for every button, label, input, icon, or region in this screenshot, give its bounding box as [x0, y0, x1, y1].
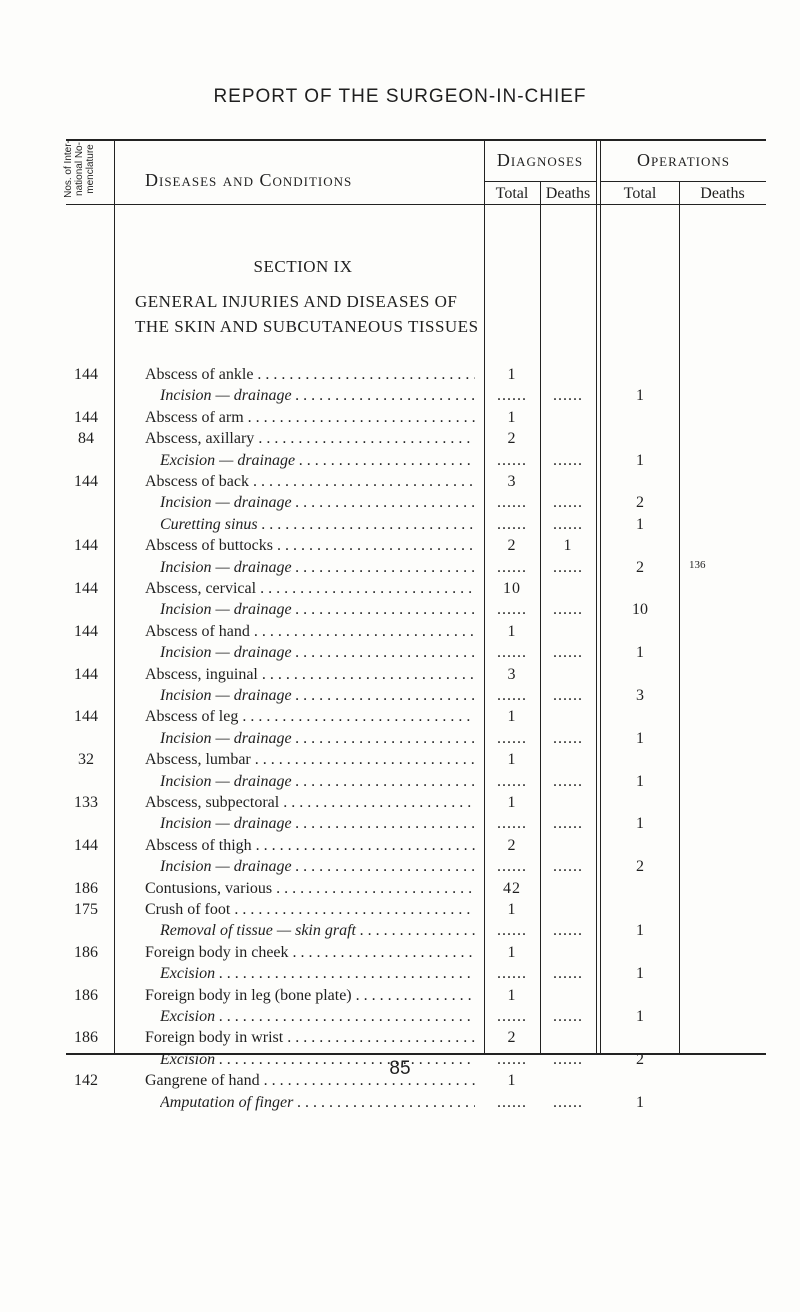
operations-total: 1 [636, 922, 644, 940]
operations-total: 2 [636, 558, 644, 576]
operations-total: 1 [636, 965, 644, 983]
diagnoses-deaths: ...... [553, 387, 583, 405]
col-header-op-deaths: Deaths [700, 185, 745, 202]
diagnoses-total: ...... [497, 601, 527, 619]
section-title: SECTION IX [253, 257, 353, 276]
operations-total: 1 [636, 644, 644, 662]
diagnoses-deaths: ...... [553, 451, 583, 469]
diagnoses-deaths: ...... [553, 494, 583, 512]
table-row [0, 730, 800, 752]
operations-total: 1 [636, 772, 644, 790]
row-number: 144 [74, 473, 98, 490]
table-row [0, 708, 800, 730]
row-number: 32 [78, 751, 94, 769]
operation-label: Incision — drainage . . . [160, 494, 475, 512]
operation-label: Incision — drainage . . . [160, 815, 475, 833]
table-row [0, 473, 800, 495]
table-row [0, 387, 800, 409]
table-row [0, 580, 800, 602]
row-number: 142 [74, 1072, 98, 1090]
diagnoses-total: 3 [507, 665, 517, 683]
diagnoses-deaths: ...... [553, 772, 583, 790]
operation-label: Excision . . . [160, 1008, 475, 1026]
col-header-diseases: Diseases and Conditions [145, 170, 353, 190]
diagnoses-total: 42 [503, 879, 521, 897]
row-number: 144 [74, 366, 98, 383]
operation-label: Incision — drainage . . . [160, 858, 475, 876]
diagnoses-total: 2 [507, 430, 517, 448]
row-number: 186 [74, 943, 98, 961]
operation-label: Incision — drainage . . . [160, 387, 475, 405]
row-number: 186 [74, 879, 98, 897]
table-row [0, 537, 800, 559]
table-row [0, 944, 800, 966]
condition-label: Gangrene of hand . . . [145, 1072, 475, 1090]
row-number: 186 [74, 1029, 98, 1047]
condition-label: Foreign body in wrist . . . [145, 1029, 475, 1047]
diagnoses-total: ...... [497, 687, 527, 704]
condition-label: Abscess of hand . . . [145, 623, 475, 641]
table-row [0, 601, 800, 623]
diagnoses-total: 1 [507, 901, 517, 918]
operation-label: Excision . . . [160, 1051, 475, 1069]
diagnoses-total: ...... [497, 387, 527, 405]
page-number: 85 [389, 1058, 411, 1079]
row-number: 144 [74, 622, 98, 640]
diagnoses-total: 1 [507, 1072, 517, 1090]
diagnoses-total: ...... [497, 1008, 527, 1025]
diagnoses-total: 1 [507, 943, 517, 961]
section-subtitle: GENERAL INJURIES AND DISEASES OF THE SKIN AND SUBCUTANEOUS TISSUES [135, 292, 479, 336]
table-row [0, 687, 800, 709]
operation-label: Incision — drainage . . . [160, 773, 475, 791]
diagnoses-deaths: ...... [553, 1093, 583, 1111]
diagnoses-deaths: ...... [553, 729, 583, 747]
diagnoses-total: 1 [507, 708, 517, 726]
diagnoses-total: ...... [497, 1050, 527, 1068]
table-row [0, 366, 800, 388]
diagnoses-total: ...... [497, 815, 527, 833]
table-row [0, 623, 800, 645]
table-row [0, 452, 800, 474]
operation-label: Incision — drainage . . . [160, 559, 475, 577]
operations-total: 2 [636, 494, 644, 512]
diagnoses-total: ...... [497, 858, 527, 876]
table-row [0, 430, 800, 452]
table-row [0, 1029, 800, 1051]
operation-label: Incision — drainage . . . [160, 730, 475, 748]
diagnoses-total: ...... [497, 515, 527, 533]
table-row [0, 1008, 800, 1030]
diagnoses-total: ...... [497, 558, 527, 576]
diagnoses-total: 1 [507, 622, 517, 640]
table-row [0, 516, 800, 538]
row-number: 144 [74, 580, 98, 597]
operation-label: Removal of tissue — skin graft . . . [160, 922, 475, 940]
operation-label: Incision — drainage . . . [160, 687, 475, 705]
diagnoses-total: 1 [507, 366, 517, 383]
condition-label: Abscess of leg . . . [145, 708, 475, 726]
operations-total: 1 [636, 515, 644, 533]
operations-total: 2 [636, 1050, 644, 1068]
operations-total: 3 [636, 687, 644, 704]
diagnoses-total: 2 [507, 1029, 517, 1047]
operations-total: 1 [636, 729, 644, 747]
row-number: 144 [74, 836, 98, 854]
operations-total: 2 [636, 858, 644, 876]
condition-label: Abscess of ankle . . . [145, 366, 475, 384]
diagnoses-deaths: ...... [553, 601, 583, 619]
condition-label: Crush of foot . . . [145, 901, 475, 919]
diagnoses-deaths: ...... [553, 515, 583, 533]
row-number: 175 [74, 901, 98, 918]
condition-label: Abscess of buttocks . . . [145, 537, 475, 555]
table-row [0, 922, 800, 944]
col-header-op-total: Total [623, 185, 657, 202]
diagnoses-deaths: ...... [553, 815, 583, 833]
row-number: 186 [74, 986, 98, 1004]
operation-label: Excision — drainage . . . [160, 452, 475, 470]
operation-label: Incision — drainage . . . [160, 644, 475, 662]
condition-label: Abscess, subpectoral . . . [145, 794, 475, 812]
operations-total: 1 [636, 451, 644, 469]
diagnoses-deaths: 1 [563, 537, 573, 555]
condition-label: Abscess, axillary . . . [145, 430, 475, 448]
table-row [0, 1094, 800, 1116]
table-row [0, 559, 800, 581]
operation-label: Excision . . . [160, 965, 475, 983]
operation-label: Incision — drainage . . . [160, 601, 475, 619]
condition-label: Abscess of thigh . . . [145, 837, 475, 855]
diagnoses-total: ...... [497, 1093, 527, 1111]
row-number: 144 [74, 708, 98, 726]
operation-label: Amputation of finger . . . [160, 1094, 475, 1112]
diagnoses-total: ...... [497, 772, 527, 790]
col-header-diag-total: Total [495, 185, 529, 202]
diagnoses-total: ...... [497, 451, 527, 469]
table-row [0, 666, 800, 688]
row-number: 133 [74, 794, 98, 811]
diagnoses-total: ...... [497, 965, 527, 983]
col-header-diagnoses: Diagnoses [496, 150, 584, 170]
diagnoses-deaths: ...... [553, 558, 583, 576]
table-row [0, 858, 800, 880]
table-row [0, 751, 800, 773]
col-header-nos: Nos. of Inter-national No-menclature [63, 140, 96, 198]
table-row [0, 880, 800, 902]
row-number: 84 [78, 430, 94, 448]
diagnoses-deaths: ...... [553, 922, 583, 940]
operation-label: Curetting sinus . . . [160, 516, 475, 534]
diagnoses-deaths: ...... [553, 644, 583, 662]
table-row [0, 409, 800, 431]
diagnoses-total: 2 [507, 537, 517, 555]
row-number: 144 [74, 537, 98, 555]
table-row [0, 815, 800, 837]
diagnoses-total: 3 [507, 473, 517, 490]
diagnoses-total: 2 [507, 836, 517, 854]
condition-label: Abscess, lumbar . . . [145, 751, 475, 769]
diagnoses-total: 1 [507, 408, 517, 426]
table-row [0, 965, 800, 987]
table-row [0, 901, 800, 923]
operations-total: 1 [636, 1008, 644, 1025]
table-row [0, 773, 800, 795]
table-row [0, 987, 800, 1009]
condition-label: Contusions, various . . . [145, 880, 475, 898]
condition-label: Abscess, cervical . . . [145, 580, 475, 598]
row-number: 144 [74, 665, 98, 683]
diagnoses-deaths: ...... [553, 1050, 583, 1068]
page-header: REPORT OF THE SURGEON-IN-CHIEF [213, 86, 587, 107]
table-row [0, 644, 800, 666]
operations-total: 1 [636, 1093, 644, 1111]
diagnoses-total: 10 [503, 580, 521, 597]
diagnoses-total: 1 [507, 986, 517, 1004]
col-header-operations: Operations [636, 150, 731, 170]
row-number: 144 [74, 408, 98, 426]
diagnoses-deaths: ...... [553, 687, 583, 704]
operations-total: 1 [636, 387, 644, 405]
table-row [0, 494, 800, 516]
diagnoses-deaths: ...... [553, 858, 583, 876]
condition-label: Foreign body in cheek . . . [145, 944, 475, 962]
diagnoses-total: ...... [497, 494, 527, 512]
table-row [0, 794, 800, 816]
operations-total: 1 [636, 815, 644, 833]
condition-label: Foreign body in leg (bone plate) . . . [145, 987, 475, 1005]
col-header-diag-deaths: Deaths [545, 185, 591, 202]
diagnoses-total: 1 [507, 794, 517, 811]
diagnoses-total: ...... [497, 729, 527, 747]
diagnoses-total: ...... [497, 922, 527, 940]
diagnoses-total: ...... [497, 644, 527, 662]
diagnoses-deaths: ...... [553, 1008, 583, 1025]
diagnoses-deaths: ...... [553, 965, 583, 983]
operations-total: 10 [632, 601, 648, 619]
condition-label: Abscess of back . . . [145, 473, 475, 491]
operations-deaths: 136 [689, 558, 706, 571]
condition-label: Abscess, inguinal . . . [145, 666, 475, 684]
condition-label: Abscess of arm . . . [145, 409, 475, 427]
diagnoses-total: 1 [507, 751, 517, 769]
table-row [0, 837, 800, 859]
